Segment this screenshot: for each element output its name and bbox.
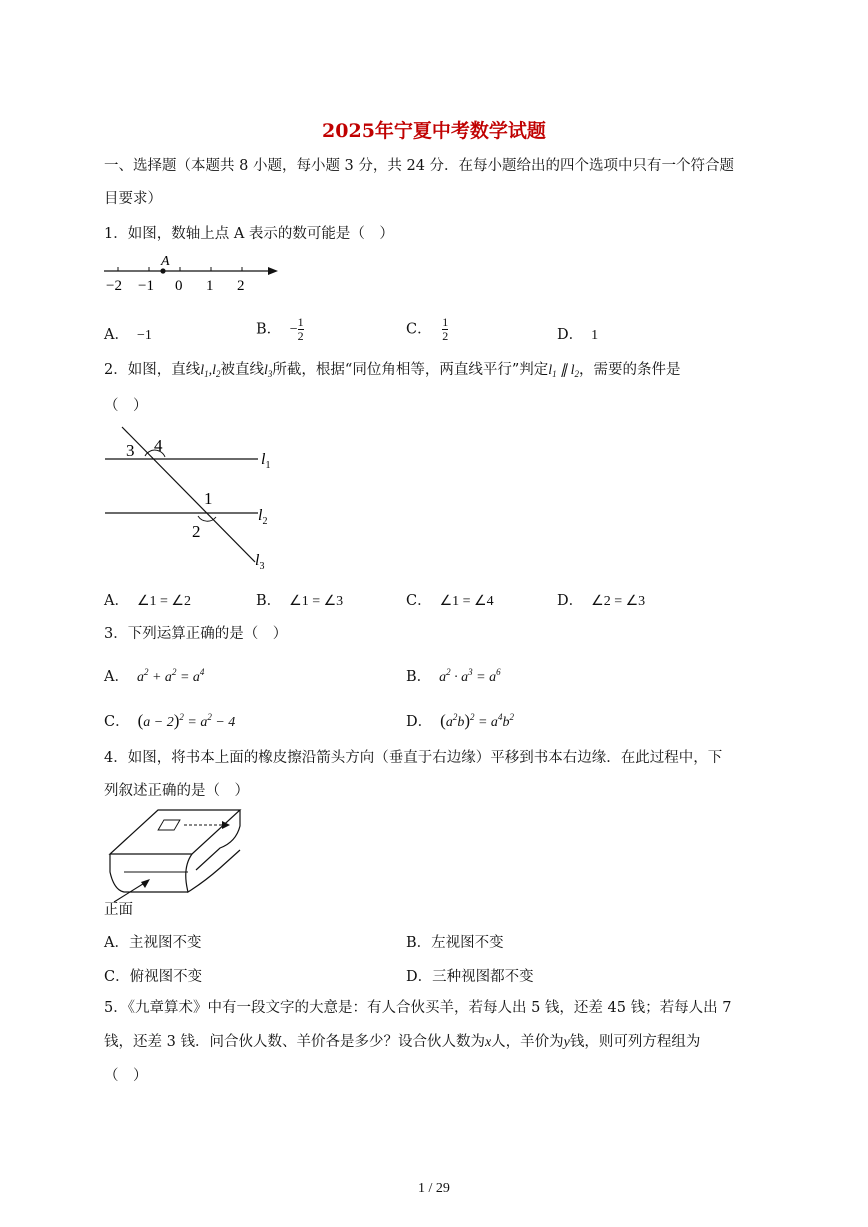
- angle-1-label: 1: [204, 489, 213, 508]
- option-value: −1: [136, 328, 152, 343]
- q2-option-d: D． ∠2 = ∠3: [557, 593, 646, 609]
- line-l3-label: $l_3$: [255, 552, 265, 572]
- fraction: $\frac{1}{2}$: [297, 315, 304, 343]
- angle-2-label: 2: [192, 522, 201, 541]
- q4-option-d: D．三种视图都不变: [406, 969, 534, 985]
- angle-4-label: 4: [154, 436, 163, 455]
- q5-stem-line1: 5．《九章算术》中有一段文字的大意是：有人合伙买羊，若每人出 5 钱，还差 45 钱；若每人出 7: [104, 1000, 732, 1016]
- line-l1-label: $l_1$: [261, 451, 271, 471]
- line-l3: [122, 427, 255, 562]
- tick-label: 2: [237, 278, 245, 294]
- q4-figure-front-label: 正面: [104, 902, 133, 918]
- option-value: 1: [591, 328, 599, 343]
- q1-stem: 1．如图，数轴上点 A 表示的数可能是（ ）: [104, 226, 394, 242]
- tick-label: −2: [106, 278, 122, 294]
- q4-option-a: A．主视图不变: [104, 935, 202, 951]
- q1-option-a: [104, 323, 152, 344]
- q1-option-c: [406, 316, 448, 343]
- point-a-dot: [160, 268, 165, 273]
- q2-parallel-lines-figure: [100, 422, 285, 577]
- document-title: 2025年宁夏中考数学试题: [322, 120, 546, 142]
- book-spine: [186, 850, 240, 892]
- pointer-arrow-head-icon: [141, 879, 150, 888]
- option-label: A．: [104, 327, 129, 343]
- number-line-arrow-icon: [268, 267, 278, 275]
- fraction-sign: −: [289, 321, 298, 337]
- tick-label: 0: [175, 278, 183, 294]
- line-l2-label: $l_2$: [258, 507, 268, 527]
- book-front-left: [110, 854, 188, 892]
- q2-stem-line2: （ ）: [104, 398, 148, 414]
- q2-stem: 2．如图，直线$l_1,l_2$被直线$l_3$所截，根据“同位角相等，两直线平行”判定$l_1$ ∥ $l_2$，需要的条件是: [104, 362, 681, 379]
- point-a-label: A: [161, 254, 170, 269]
- q1-number-line-figure: [100, 250, 285, 295]
- option-label: D．: [557, 327, 584, 343]
- q3-option-d: D． $(a^2b)^2 = a^4b^2$: [406, 711, 514, 730]
- q4-stem-line1: 4．如图，将书本上面的橡皮擦沿箭头方向（垂直于右边缘）平移到书本右边缘．在此过程中，下: [104, 750, 723, 766]
- tick-label: −1: [138, 278, 154, 294]
- q2-option-b: B． ∠1 = ∠3: [256, 593, 344, 609]
- q2-option-a: A． ∠1 = ∠2: [104, 593, 191, 609]
- q3-stem: 3．下列运算正确的是（ ）: [104, 626, 288, 642]
- q4-stem-line2: 列叙述正确的是（ ）: [104, 783, 249, 799]
- page-number: 1 / 29: [418, 1181, 450, 1196]
- section-instructions-line2: 目要求）: [104, 191, 162, 207]
- fraction: $\frac{1}{2}$: [442, 315, 449, 343]
- q2-option-c: C． ∠1 = ∠4: [406, 593, 494, 609]
- section-instructions-line1: 一、选择题（本题共 8 小题，每小题 3 分，共 24 分．在每小题给出的四个选项中只有一个符合题: [104, 158, 735, 174]
- q5-stem-line3: （ ）: [104, 1068, 148, 1084]
- q5-stem-line2: 钱，还差 3 钱．问合伙人数、羊价各是多少？设合伙人数为x人，羊价为y钱，则可列方程组为: [104, 1034, 701, 1050]
- q4-option-c: C．俯视图不变: [104, 969, 203, 985]
- option-label: C．: [406, 321, 432, 338]
- q1-option-d: [557, 323, 598, 344]
- option-label: B．: [256, 321, 282, 338]
- q3-option-a: A． $a^2 + a^2 = a^4$: [104, 667, 205, 685]
- angle-3-label: 3: [126, 441, 135, 460]
- q3-option-b: B． $a^2 \cdot a^3 = a^6$: [406, 667, 501, 685]
- tick-label: 1: [206, 278, 214, 294]
- q4-option-b: B．左视图不变: [406, 935, 504, 951]
- q1-option-b: [256, 316, 304, 343]
- q3-option-c: C． $(a - 2)^2 = a^2 - 4$: [104, 711, 236, 730]
